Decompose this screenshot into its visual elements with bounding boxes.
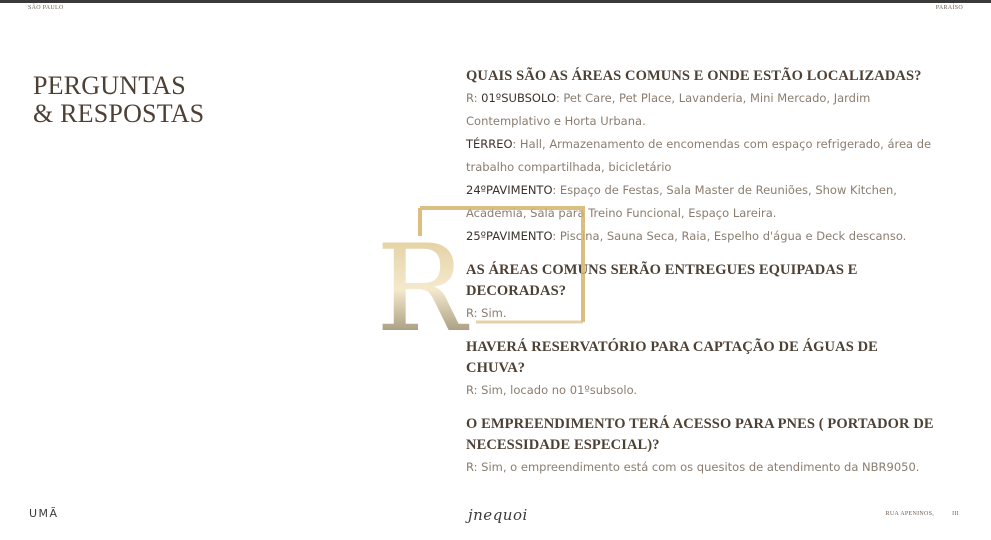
answer-4: R: Sim, o empreendimento está com os quesitos de atendimento da NBR9050.	[466, 460, 920, 474]
watermark-letter: R	[376, 220, 467, 354]
answer-label: 25ºPAVIMENTO	[466, 229, 553, 243]
question-1: QUAIS SÃO AS ÁREAS COMUNS E ONDE ESTÃO LOCALIZADAS?	[466, 68, 922, 84]
question-4: O EMPREENDIMENTO TERÁ ACESSO PARA PNES ( PORTADOR DE NECESSIDADE ESPECIAL)?	[466, 416, 934, 453]
page-number: III	[952, 511, 959, 517]
answer-3: R: Sim, locado no 01ºsubsolo.	[466, 383, 638, 397]
answer-1-terreo: TÉRREO: Hall, Armazenamento de encomendas com espaço refrigerado, área de trabalho compartilhada, bicicletário	[466, 137, 932, 174]
header-neighborhood: PARAÍSO	[935, 5, 963, 11]
r-monogram-watermark-icon	[376, 206, 586, 354]
jnequoi-logo: jnequoi	[468, 506, 528, 524]
footer-street: RUA APENINOS,	[885, 511, 935, 517]
answer-label: 01ºSUBSOLO	[481, 91, 556, 105]
top-border	[0, 0, 991, 3]
answer-2: R: Sim.	[466, 306, 507, 320]
answer-label: TÉRREO	[466, 137, 513, 151]
page-title-line2: & RESPOSTAS	[33, 99, 205, 128]
footer-address	[886, 511, 959, 517]
answer-1-24pav: 24ºPAVIMENTO: Espaço de Festas, Sala Master de Reuniões, Show Kitchen, Academia, Sala para Treino Funcional, Espaço Lareira.	[466, 183, 897, 220]
uma-logo: UMÃ	[29, 507, 59, 520]
header-location: SÃO PAULO	[28, 5, 64, 11]
question-3: HAVERÁ RESERVATÓRIO PARA CAPTAÇÃO DE ÁGUAS DE CHUVA?	[466, 339, 878, 376]
question-2: AS ÁREAS COMUNS SERÃO ENTREGUES EQUIPADAS E DECORADAS?	[466, 262, 858, 299]
page-title	[33, 72, 204, 128]
answer-1-25pav: 25ºPAVIMENTO: Piscina, Sauna Seca, Raia, Espelho d'água e Deck descanso.	[466, 229, 907, 243]
page-title-line1: PERGUNTAS	[33, 71, 186, 100]
answer-1-subsolo: R: 01ºSUBSOLO: Pet Care, Pet Place, Lavanderia, Mini Mercado, Jardim Contemplativo e Horta Urbana.	[466, 91, 871, 128]
answer-label: 24ºPAVIMENTO	[466, 183, 553, 197]
